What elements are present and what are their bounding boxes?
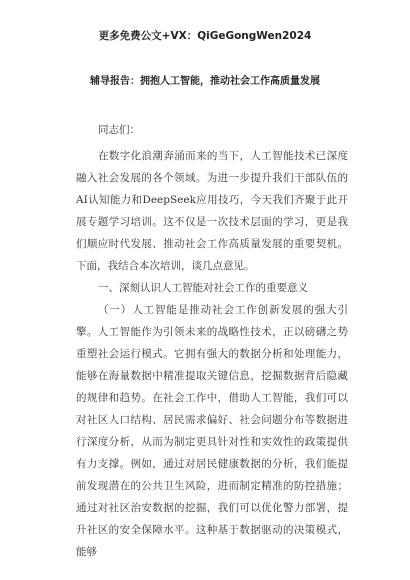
intro-paragraph: 在数字化浪潮奔涌而来的当下，人工智能技术已深度融入社会发展的各个领域。为进一步提升我们干部队伍的AI认知能力和DeepSeek应用技巧，今天我们齐聚于此开展专题学习培训。这不仅是一次技术层面的学习，更是我们顺应时代发展、推动社会工作高质量发展的重要契机。下面，我结合本次培训，谈几点意见。 [76,150,348,272]
document-title: 辅导报告：拥抱人工智能，推动社会工作高质量发展 [90,76,320,87]
salutation: 同志们： [98,124,140,136]
section-heading: 一、深刻认识人工智能对社会工作的重要意义 [98,282,308,294]
body-paragraph: （一）人工智能是推动社会工作创新发展的强大引擎。人工智能作为引领未来的战略性技术，正以磅礴之势重塑社会运行模式。它拥有强大的数据分析和处理能力，能够在海量数据中精准提取关键信息，挖掘数据背后隐藏的规律和趋势。在社会工作中，借助人工智能，我们可以对社区人口结构、居民需求偏好、社会问题分布等数据进行深度分析，从而为制定更具针对性和实效性的政策提供有力支撑。例如，通过对居民健康数据的分析，我们能提前发现潜在的公共卫生风险，进而制定精准的防控措施；通过对社区治安数据的挖掘，我们可以优化警力部署，提升社区的安全保障水平。这种基于数据驱动的决策模式，能够 [76,304,348,558]
page-header: 更多免费公文+VX：QiGeGongWen2024 [98,30,312,42]
document-body [76,145,348,563]
